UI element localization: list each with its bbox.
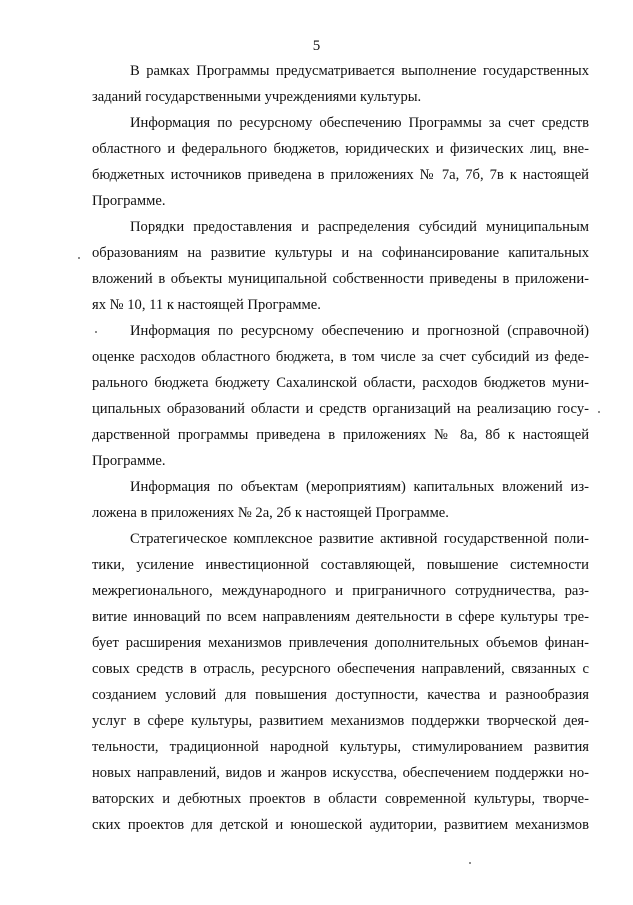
text-line: новых направлений, видов и жанров искусства, обеспечением поддержки но-	[92, 765, 589, 781]
text-line: созданием условий для повышения доступности, качества и разнообразия	[92, 687, 589, 703]
text-line: образованиям на развитие культуры и на софинансирование капитальных	[92, 245, 589, 261]
text-line: тельности, традиционной народной культуры, стимулированием развития	[92, 739, 589, 755]
text-line: заданий государственными учреждениями культуры.	[92, 89, 422, 105]
text-line: дарственной программы приведена в приложениях № 8а, 8б к настоящей	[92, 427, 589, 443]
text-line: бует расширения механизмов привлечения дополнительных объемов финан-	[92, 635, 589, 651]
text-line: услуг в сфере культуры, развитием механизмов поддержки творческой дея-	[92, 713, 589, 729]
scan-speck	[78, 257, 80, 259]
text-line: вложений в объекты муниципальной собственности приведены в приложени-	[92, 271, 589, 287]
text-line: Информация по объектам (мероприятиям) капитальных вложений из-	[130, 479, 589, 495]
scan-speck	[95, 331, 97, 333]
scan-speck	[469, 862, 471, 864]
text-line: ях № 10, 11 к настоящей Программе.	[92, 297, 321, 313]
text-line: В рамках Программы предусматривается выполнение государственных	[130, 63, 589, 79]
document-body	[92, 58, 589, 838]
paragraph	[92, 58, 589, 110]
text-line: Программе.	[92, 453, 166, 469]
text-line: совых средств в отрасль, ресурсного обеспечения направлений, связанных с	[92, 661, 589, 677]
page-number: 5	[312, 38, 321, 54]
text-line: оценке расходов областного бюджета, в том числе за счет субсидий из феде-	[92, 349, 589, 365]
text-line: тики, усиление инвестиционной составляющей, повышение системности	[92, 557, 589, 573]
text-line: Порядки предоставления и распределения субсидий муниципальным	[130, 219, 589, 235]
text-line: областного и федерального бюджетов, юридических и физических лиц, вне-	[92, 141, 589, 157]
text-line: Информация по ресурсному обеспечению Программы за счет средств	[130, 115, 589, 131]
text-line: ложена в приложениях № 2а, 2б к настоящей Программе.	[92, 505, 449, 521]
text-line: ципальных образований области и средств организаций на реализацию госу-	[92, 401, 589, 417]
text-line: бюджетных источников приведена в приложениях № 7а, 7б, 7в к настоящей	[92, 167, 589, 183]
scan-speck	[598, 411, 600, 413]
text-line: рального бюджета бюджету Сахалинской области, расходов бюджетов муни-	[92, 375, 589, 391]
text-line: Информация по ресурсному обеспечению и прогнозной (справочной)	[130, 323, 589, 339]
text-line: Программе.	[92, 193, 166, 209]
paragraph	[92, 474, 589, 526]
paragraph	[92, 110, 589, 214]
paragraph	[92, 526, 589, 838]
text-line: ваторских и дебютных проектов в области современной культуры, творче-	[92, 791, 589, 807]
text-line: витие инноваций по всем направлениям деятельности в сфере культуры тре-	[92, 609, 589, 625]
text-line: межрегионального, международного и приграничного сотрудничества, раз-	[92, 583, 589, 599]
text-line: Стратегическое комплексное развитие активной государственной поли-	[130, 531, 589, 547]
text-line: ских проектов для детской и юношеской аудитории, развитием механизмов	[92, 817, 589, 833]
paragraph	[92, 318, 589, 474]
paragraph	[92, 214, 589, 318]
